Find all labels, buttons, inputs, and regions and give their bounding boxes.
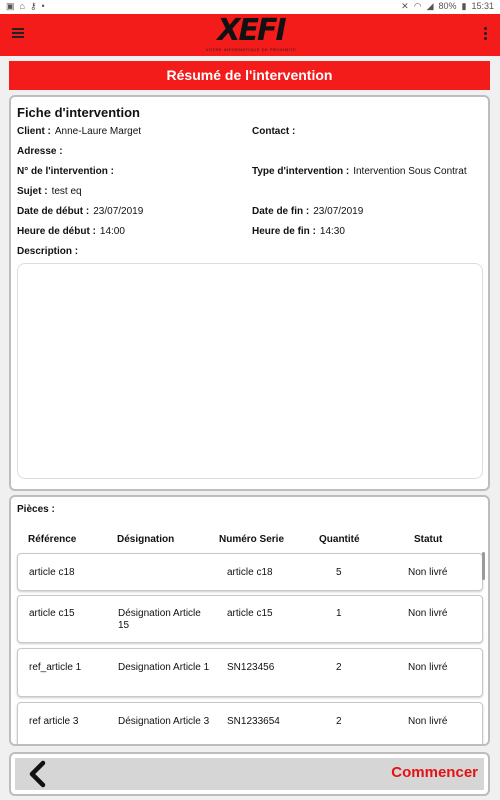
start-date-value: 23/07/2019	[93, 206, 144, 217]
row-serial: SN1233654	[227, 716, 280, 727]
dot-icon: •	[41, 1, 45, 11]
home-icon: ⌂	[19, 1, 25, 11]
start-button[interactable]: Commencer	[391, 764, 478, 781]
logo-tagline: VOTRE INFORMATIQUE DE PROXIMITÉ	[205, 47, 297, 52]
start-date-row	[17, 206, 143, 217]
header-designation: Désignation	[117, 534, 175, 545]
table-row[interactable]	[17, 648, 483, 697]
end-date-label: Date de fin :	[252, 206, 310, 217]
chevron-left-icon	[23, 760, 53, 788]
parts-scrollbar[interactable]	[482, 552, 485, 580]
intervention-type-label: Type d'intervention :	[252, 166, 350, 177]
clock: 15:31	[471, 1, 494, 11]
start-time-label: Heure de début :	[17, 226, 96, 237]
key-icon: ⚷	[29, 1, 37, 11]
contact-label: Contact :	[252, 126, 296, 137]
row-reference: article c18	[29, 567, 75, 578]
row-quantity: 2	[336, 662, 342, 673]
hamburger-menu-icon[interactable]	[12, 28, 24, 40]
start-date-label: Date de début :	[17, 206, 90, 217]
parts-title: Pièces :	[17, 504, 55, 515]
description-row	[17, 246, 78, 257]
row-quantity: 2	[336, 716, 342, 727]
row-reference: ref_article 1	[29, 662, 82, 673]
client-value: Anne-Laure Marget	[54, 126, 142, 137]
battery-level: 80%	[438, 1, 457, 11]
header-status: Statut	[414, 534, 443, 545]
end-time-value: 14:30	[319, 226, 345, 237]
sujet-row	[17, 186, 82, 197]
end-time-row	[252, 226, 345, 237]
status-bar	[0, 0, 500, 14]
header-serial: Numéro Serie	[219, 534, 285, 545]
footer-bar	[9, 752, 490, 796]
mute-icon: ✕	[401, 1, 409, 11]
page-title: Résumé de l'intervention	[9, 61, 490, 90]
app-bar	[0, 14, 500, 56]
row-serial: article c18	[227, 567, 273, 578]
table-row[interactable]	[17, 702, 483, 746]
adresse-label: Adresse :	[17, 146, 63, 157]
header-reference: Référence	[28, 534, 77, 545]
intervention-type-value: Intervention Sous Contrat	[353, 166, 467, 177]
row-status: Non livré	[408, 716, 448, 727]
sujet-value: test eq	[51, 186, 82, 197]
xefi-logo	[193, 13, 309, 54]
end-date-value: 23/07/2019	[313, 206, 364, 217]
back-button[interactable]	[23, 760, 53, 788]
start-time-row	[17, 226, 125, 237]
row-serial: article c15	[227, 608, 273, 619]
intervention-number-row	[17, 166, 118, 177]
battery-icon: ▮	[461, 1, 467, 11]
start-time-value: 14:00	[99, 226, 125, 237]
end-date-row	[252, 206, 363, 217]
header-quantity: Quantité	[319, 534, 360, 545]
row-status: Non livré	[408, 567, 448, 578]
row-quantity: 5	[336, 567, 342, 578]
row-designation: Désignation Article 15	[118, 608, 201, 631]
row-quantity: 1	[336, 608, 342, 619]
intervention-card	[9, 95, 490, 491]
description-box	[17, 263, 483, 479]
description-label: Description :	[17, 246, 79, 257]
intervention-type-row	[252, 166, 467, 177]
contact-row	[252, 126, 299, 137]
card-title: Fiche d'intervention	[17, 105, 140, 120]
client-label: Client :	[17, 126, 51, 137]
sujet-label: Sujet :	[17, 186, 48, 197]
parts-card	[9, 495, 490, 746]
row-status: Non livré	[408, 662, 448, 673]
row-status: Non livré	[408, 608, 448, 619]
table-row[interactable]	[17, 595, 483, 643]
signal-icon: ◢	[426, 1, 434, 11]
footer-inner	[15, 758, 484, 790]
row-reference: article c15	[29, 608, 75, 619]
row-designation: Designation Article 1	[118, 662, 210, 673]
wifi-icon: ◠	[413, 1, 422, 11]
end-time-label: Heure de fin :	[252, 226, 316, 237]
table-row[interactable]	[17, 553, 483, 591]
client-row	[17, 126, 141, 137]
adresse-row	[17, 146, 67, 157]
intervention-number-label: N° de l'intervention :	[17, 166, 114, 177]
overflow-menu-icon[interactable]	[484, 27, 488, 41]
gallery-icon: ▣	[6, 1, 15, 11]
row-designation: Désignation Article 3	[118, 716, 210, 727]
row-serial: SN123456	[227, 662, 275, 673]
logo-text: XEFI	[217, 13, 285, 48]
row-reference: ref article 3	[29, 716, 79, 727]
